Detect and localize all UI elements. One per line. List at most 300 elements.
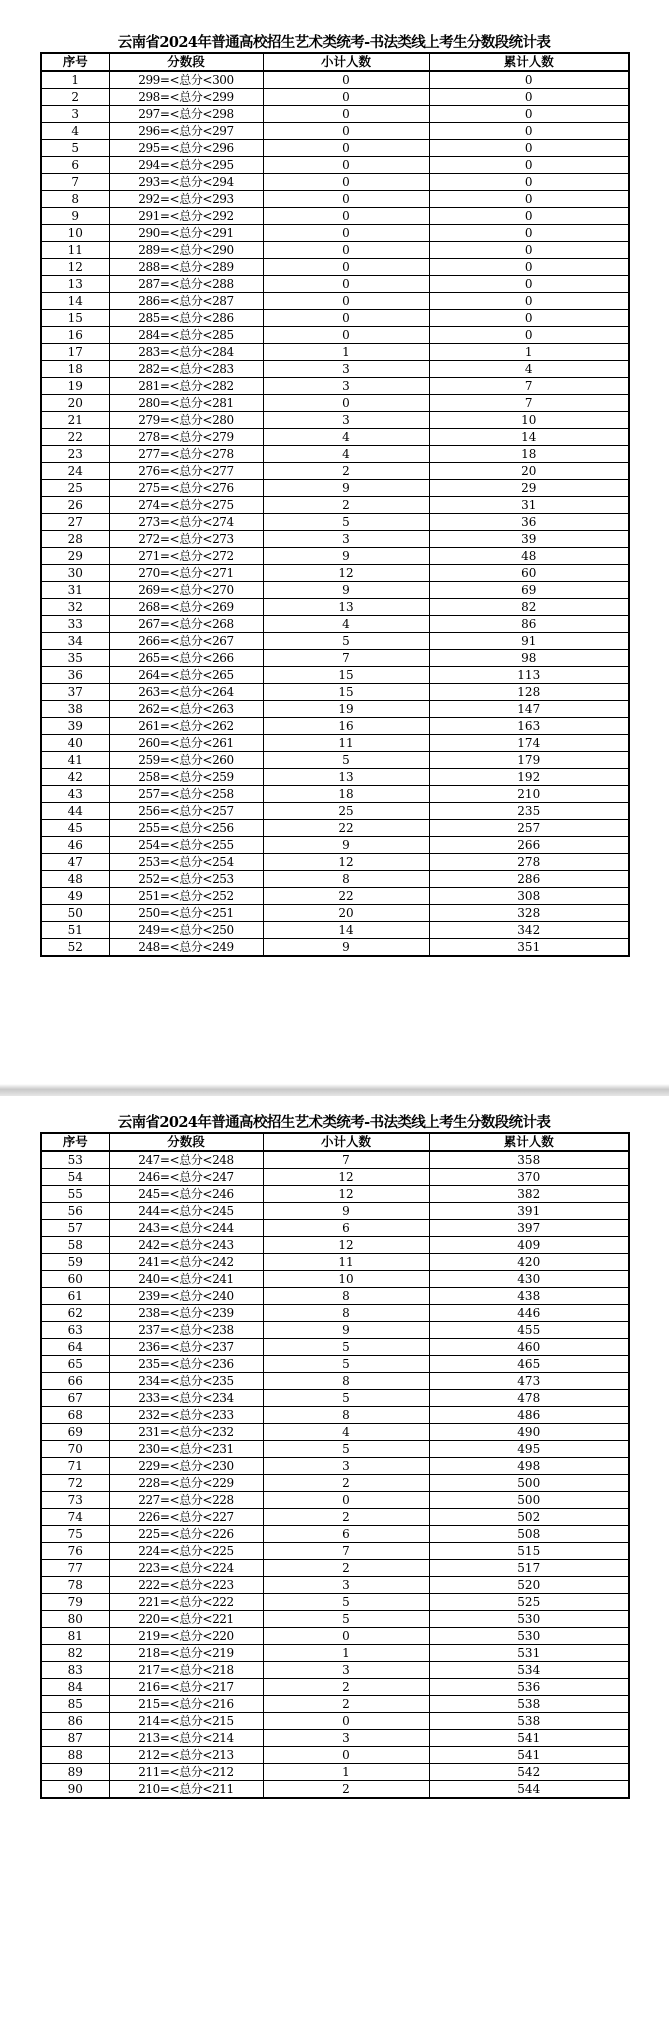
subtotal-cell: 0 [263,174,429,191]
subtotal-cell: 10 [263,1271,429,1288]
score-range-cell: 266=<总分<267 [109,633,263,650]
score-range-cell: 289=<总分<290 [109,242,263,259]
table-row [41,1526,629,1543]
table-row [41,1424,629,1441]
table-row [41,327,629,344]
score-range-cell: 229=<总分<230 [109,1458,263,1475]
subtotal-cell: 2 [263,1509,429,1526]
subtotal-cell: 12 [263,854,429,871]
subtotal-cell: 0 [263,276,429,293]
subtotal-cell: 9 [263,480,429,497]
serial-cell: 12 [41,259,109,276]
cumulative-cell: 0 [429,174,629,191]
subtotal-cell: 0 [263,293,429,310]
page-divider [0,1084,669,1096]
score-range-cell: 260=<总分<261 [109,735,263,752]
serial-cell: 36 [41,667,109,684]
table-row [41,344,629,361]
serial-cell: 37 [41,684,109,701]
table-row [41,1288,629,1305]
score-range-cell: 275=<总分<276 [109,480,263,497]
score-range-cell: 239=<总分<240 [109,1288,263,1305]
subtotal-cell: 0 [263,140,429,157]
serial-cell: 52 [41,939,109,957]
table-row [41,1594,629,1611]
cumulative-cell: 515 [429,1543,629,1560]
subtotal-cell: 0 [263,1492,429,1509]
serial-cell: 34 [41,633,109,650]
table-row [41,1764,629,1781]
cumulative-cell: 60 [429,565,629,582]
subtotal-cell: 1 [263,344,429,361]
score-range-cell: 232=<总分<233 [109,1407,263,1424]
table-row [41,1322,629,1339]
page-title: 云南省2024年普通高校招生艺术类统考-书法类线上考生分数段统计表 [117,1114,551,1131]
table-row [41,735,629,752]
serial-cell: 84 [41,1679,109,1696]
subtotal-cell: 0 [263,89,429,106]
cumulative-cell: 91 [429,633,629,650]
score-range-cell: 213=<总分<214 [109,1730,263,1747]
serial-cell: 62 [41,1305,109,1322]
serial-cell: 83 [41,1662,109,1679]
table-row [41,769,629,786]
serial-cell: 88 [41,1747,109,1764]
subtotal-cell: 15 [263,684,429,701]
score-range-cell: 227=<总分<228 [109,1492,263,1509]
serial-cell: 16 [41,327,109,344]
score-range-cell: 251=<总分<252 [109,888,263,905]
cumulative-cell: 235 [429,803,629,820]
cumulative-cell: 420 [429,1254,629,1271]
serial-cell: 15 [41,310,109,327]
score-range-cell: 256=<总分<257 [109,803,263,820]
table-row [41,1679,629,1696]
score-range-cell: 247=<总分<248 [109,1151,263,1169]
cumulative-cell: 1 [429,344,629,361]
table-row [41,1696,629,1713]
serial-cell: 69 [41,1424,109,1441]
cumulative-cell: 531 [429,1645,629,1662]
cumulative-cell: 500 [429,1492,629,1509]
score-range-cell: 296=<总分<297 [109,123,263,140]
cumulative-cell: 0 [429,310,629,327]
subtotal-cell: 7 [263,650,429,667]
cumulative-cell: 7 [429,378,629,395]
header-row [41,1133,629,1151]
subtotal-cell: 4 [263,429,429,446]
table-row [41,633,629,650]
table-row [41,837,629,854]
score-range-cell: 299=<总分<300 [109,71,263,89]
score-range-cell: 259=<总分<260 [109,752,263,769]
table-row [41,1628,629,1645]
cumulative-cell: 31 [429,497,629,514]
score-range-cell: 270=<总分<271 [109,565,263,582]
subtotal-cell: 8 [263,1288,429,1305]
subtotal-cell: 0 [263,71,429,89]
table-row [41,854,629,871]
score-range-cell: 297=<总分<298 [109,106,263,123]
subtotal-cell: 9 [263,582,429,599]
cumulative-cell: 0 [429,89,629,106]
serial-cell: 61 [41,1288,109,1305]
table-row [41,191,629,208]
score-range-cell: 278=<总分<279 [109,429,263,446]
score-range-cell: 228=<总分<229 [109,1475,263,1492]
subtotal-cell: 5 [263,1594,429,1611]
table-row [41,1237,629,1254]
score-range-cell: 230=<总分<231 [109,1441,263,1458]
score-range-cell: 214=<总分<215 [109,1713,263,1730]
serial-cell: 76 [41,1543,109,1560]
subtotal-cell: 0 [263,242,429,259]
cumulative-cell: 266 [429,837,629,854]
table-row [41,1373,629,1390]
serial-cell: 10 [41,225,109,242]
serial-cell: 3 [41,106,109,123]
table-row [41,242,629,259]
serial-cell: 40 [41,735,109,752]
table-row [41,1560,629,1577]
subtotal-cell: 8 [263,1407,429,1424]
serial-cell: 71 [41,1458,109,1475]
table-row [41,548,629,565]
cumulative-cell: 438 [429,1288,629,1305]
table-row [41,718,629,735]
table-row [41,497,629,514]
cumulative-cell: 20 [429,463,629,480]
score-range-cell: 210=<总分<211 [109,1781,263,1799]
serial-cell: 82 [41,1645,109,1662]
score-range-cell: 293=<总分<294 [109,174,263,191]
subtotal-cell: 18 [263,786,429,803]
table-row [41,446,629,463]
cumulative-cell: 351 [429,939,629,957]
subtotal-cell: 11 [263,735,429,752]
table-row [41,582,629,599]
score-range-cell: 255=<总分<256 [109,820,263,837]
cumulative-cell: 192 [429,769,629,786]
table-row [41,276,629,293]
score-range-cell: 272=<总分<273 [109,531,263,548]
cumulative-cell: 342 [429,922,629,939]
subtotal-cell: 7 [263,1543,429,1560]
score-range-cell: 265=<总分<266 [109,650,263,667]
table-row [41,140,629,157]
cumulative-cell: 465 [429,1356,629,1373]
score-range-cell: 254=<总分<255 [109,837,263,854]
cumulative-cell: 542 [429,1764,629,1781]
score-range-cell: 253=<总分<254 [109,854,263,871]
cumulative-cell: 48 [429,548,629,565]
table-row [41,1254,629,1271]
serial-cell: 41 [41,752,109,769]
subtotal-cell: 1 [263,1645,429,1662]
serial-cell: 70 [41,1441,109,1458]
cumulative-cell: 0 [429,191,629,208]
cumulative-cell: 210 [429,786,629,803]
score-range-cell: 268=<总分<269 [109,599,263,616]
score-range-cell: 236=<总分<237 [109,1339,263,1356]
table-row [41,1186,629,1203]
serial-cell: 50 [41,905,109,922]
subtotal-cell: 3 [263,1458,429,1475]
cumulative-cell: 0 [429,157,629,174]
serial-cell: 44 [41,803,109,820]
serial-cell: 6 [41,157,109,174]
score-range-cell: 235=<总分<236 [109,1356,263,1373]
score-table [40,1132,630,1799]
subtotal-cell: 1 [263,1764,429,1781]
subtotal-cell: 22 [263,888,429,905]
table-row [41,905,629,922]
table-row [41,463,629,480]
cumulative-cell: 358 [429,1151,629,1169]
score-range-cell: 283=<总分<284 [109,344,263,361]
score-range-cell: 288=<总分<289 [109,259,263,276]
cumulative-cell: 0 [429,276,629,293]
subtotal-cell: 3 [263,412,429,429]
score-range-cell: 295=<总分<296 [109,140,263,157]
subtotal-cell: 12 [263,565,429,582]
table-row [41,1339,629,1356]
subtotal-cell: 3 [263,531,429,548]
serial-cell: 46 [41,837,109,854]
cumulative-cell: 500 [429,1475,629,1492]
subtotal-cell: 8 [263,1305,429,1322]
cumulative-cell: 147 [429,701,629,718]
cumulative-cell: 538 [429,1713,629,1730]
serial-cell: 27 [41,514,109,531]
table-row [41,939,629,957]
score-range-cell: 294=<总分<295 [109,157,263,174]
cumulative-cell: 397 [429,1220,629,1237]
serial-cell: 49 [41,888,109,905]
table-row [41,1390,629,1407]
score-table [40,52,630,957]
table-body [41,1151,629,1798]
cumulative-cell: 382 [429,1186,629,1203]
serial-cell: 77 [41,1560,109,1577]
serial-cell: 7 [41,174,109,191]
table-row [41,616,629,633]
serial-cell: 39 [41,718,109,735]
serial-cell: 63 [41,1322,109,1339]
score-range-cell: 281=<总分<282 [109,378,263,395]
table-row [41,1492,629,1509]
score-range-cell: 224=<总分<225 [109,1543,263,1560]
cumulative-cell: 0 [429,293,629,310]
serial-cell: 65 [41,1356,109,1373]
cumulative-cell: 328 [429,905,629,922]
cumulative-cell: 517 [429,1560,629,1577]
serial-cell: 86 [41,1713,109,1730]
subtotal-cell: 0 [263,157,429,174]
subtotal-cell: 0 [263,1713,429,1730]
serial-cell: 57 [41,1220,109,1237]
table-row [41,429,629,446]
subtotal-cell: 7 [263,1151,429,1169]
table-row [41,922,629,939]
score-range-cell: 240=<总分<241 [109,1271,263,1288]
serial-cell: 90 [41,1781,109,1799]
table-row [41,667,629,684]
cumulative-cell: 113 [429,667,629,684]
cumulative-cell: 82 [429,599,629,616]
score-range-cell: 280=<总分<281 [109,395,263,412]
subtotal-cell: 9 [263,548,429,565]
serial-cell: 43 [41,786,109,803]
score-range-cell: 262=<总分<263 [109,701,263,718]
serial-cell: 11 [41,242,109,259]
cumulative-cell: 446 [429,1305,629,1322]
cumulative-cell: 502 [429,1509,629,1526]
score-range-cell: 234=<总分<235 [109,1373,263,1390]
serial-cell: 33 [41,616,109,633]
score-range-cell: 231=<总分<232 [109,1424,263,1441]
cumulative-cell: 541 [429,1747,629,1764]
cumulative-cell: 278 [429,854,629,871]
serial-cell: 66 [41,1373,109,1390]
serial-cell: 74 [41,1509,109,1526]
table-row [41,89,629,106]
subtotal-cell: 19 [263,701,429,718]
score-range-cell: 267=<总分<268 [109,616,263,633]
subtotal-cell: 22 [263,820,429,837]
header-row [41,53,629,71]
table-row [41,1305,629,1322]
score-range-cell: 248=<总分<249 [109,939,263,957]
score-range-cell: 264=<总分<265 [109,667,263,684]
subtotal-cell: 9 [263,1203,429,1220]
score-range-cell: 263=<总分<264 [109,684,263,701]
subtotal-cell: 4 [263,446,429,463]
cumulative-cell: 490 [429,1424,629,1441]
subtotal-cell: 0 [263,1628,429,1645]
cumulative-cell: 498 [429,1458,629,1475]
serial-cell: 20 [41,395,109,412]
cumulative-cell: 525 [429,1594,629,1611]
table-row [41,1543,629,1560]
subtotal-cell: 6 [263,1220,429,1237]
score-range-cell: 274=<总分<275 [109,497,263,514]
table-row [41,1645,629,1662]
cumulative-cell: 128 [429,684,629,701]
score-range-cell: 237=<总分<238 [109,1322,263,1339]
table-row [41,752,629,769]
cumulative-cell: 36 [429,514,629,531]
score-range-cell: 233=<总分<234 [109,1390,263,1407]
serial-cell: 24 [41,463,109,480]
subtotal-cell: 8 [263,871,429,888]
score-range-cell: 215=<总分<216 [109,1696,263,1713]
serial-cell: 60 [41,1271,109,1288]
serial-cell: 87 [41,1730,109,1747]
subtotal-cell: 9 [263,1322,429,1339]
score-range-cell: 250=<总分<251 [109,905,263,922]
cumulative-cell: 0 [429,225,629,242]
serial-cell: 19 [41,378,109,395]
cumulative-cell: 534 [429,1662,629,1679]
score-range-cell: 217=<总分<218 [109,1662,263,1679]
serial-cell: 78 [41,1577,109,1594]
subtotal-cell: 0 [263,259,429,276]
cumulative-cell: 0 [429,327,629,344]
subtotal-cell: 0 [263,225,429,242]
cumulative-cell: 460 [429,1339,629,1356]
table-row [41,820,629,837]
cumulative-cell: 174 [429,735,629,752]
score-range-cell: 291=<总分<292 [109,208,263,225]
score-range-cell: 286=<总分<287 [109,293,263,310]
table-row [41,106,629,123]
subtotal-cell: 4 [263,616,429,633]
subtotal-cell: 4 [263,1424,429,1441]
score-range-cell: 249=<总分<250 [109,922,263,939]
serial-cell: 45 [41,820,109,837]
subtotal-cell: 5 [263,1390,429,1407]
cumulative-cell: 370 [429,1169,629,1186]
table-row [41,123,629,140]
table-row [41,157,629,174]
subtotal-cell: 5 [263,1441,429,1458]
cumulative-cell: 409 [429,1237,629,1254]
cumulative-cell: 478 [429,1390,629,1407]
serial-cell: 48 [41,871,109,888]
cumulative-cell: 455 [429,1322,629,1339]
subtotal-cell: 0 [263,310,429,327]
cumulative-cell: 69 [429,582,629,599]
score-range-cell: 216=<总分<217 [109,1679,263,1696]
subtotal-cell: 3 [263,378,429,395]
serial-cell: 9 [41,208,109,225]
subtotal-cell: 9 [263,939,429,957]
cumulative-cell: 544 [429,1781,629,1799]
table-row [41,531,629,548]
cumulative-cell: 4 [429,361,629,378]
score-range-cell: 252=<总分<253 [109,871,263,888]
cumulative-cell: 391 [429,1203,629,1220]
page-title: 云南省2024年普通高校招生艺术类统考-书法类线上考生分数段统计表 [117,34,551,51]
score-range-cell: 238=<总分<239 [109,1305,263,1322]
header-subtotal: 小计人数 [263,1133,429,1151]
score-range-cell: 258=<总分<259 [109,769,263,786]
subtotal-cell: 5 [263,1339,429,1356]
serial-cell: 59 [41,1254,109,1271]
serial-cell: 54 [41,1169,109,1186]
serial-cell: 42 [41,769,109,786]
table-row [41,1611,629,1628]
subtotal-cell: 12 [263,1237,429,1254]
subtotal-cell: 25 [263,803,429,820]
score-range-cell: 279=<总分<280 [109,412,263,429]
subtotal-cell: 2 [263,1475,429,1492]
cumulative-cell: 163 [429,718,629,735]
subtotal-cell: 0 [263,106,429,123]
cumulative-cell: 520 [429,1577,629,1594]
serial-cell: 1 [41,71,109,89]
header-serial: 序号 [41,1133,109,1151]
table-row [41,1407,629,1424]
subtotal-cell: 15 [263,667,429,684]
serial-cell: 14 [41,293,109,310]
subtotal-cell: 13 [263,769,429,786]
cumulative-cell: 14 [429,429,629,446]
cumulative-cell: 86 [429,616,629,633]
subtotal-cell: 9 [263,837,429,854]
table-row [41,1203,629,1220]
